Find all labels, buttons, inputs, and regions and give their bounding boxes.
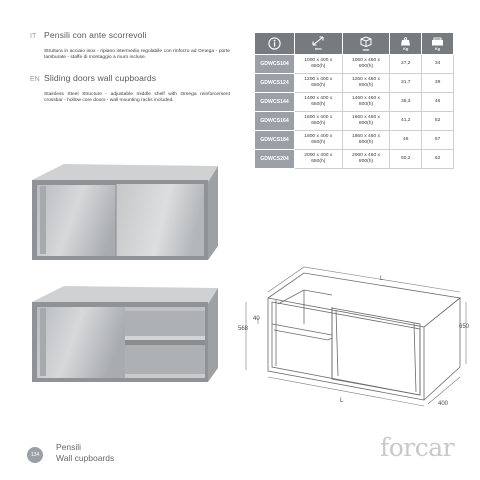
- header-package-unit: mm: [362, 47, 370, 52]
- page-number-badge: [27, 447, 43, 463]
- header-gross-weight: [422, 33, 454, 55]
- footer-line-it: Pensili: [56, 442, 82, 452]
- net-weight-cell: 36,3: [390, 93, 422, 112]
- code-cell: GDWCS164: [255, 112, 295, 131]
- gross-weight-icon: [431, 37, 444, 46]
- code-cell: GDWCS104: [255, 55, 295, 74]
- product-photo-open: [30, 282, 220, 392]
- table-row: [255, 55, 454, 74]
- table-row: [255, 93, 454, 112]
- language-code-it: IT: [30, 33, 37, 40]
- gross-weight-cell: 39: [422, 74, 454, 93]
- gross-weight-cell: 62: [422, 150, 454, 169]
- net-weight-icon: [400, 37, 411, 46]
- package-cell: 1260 x 460 x 800(h): [342, 74, 390, 93]
- gross-weight-cell: 34: [422, 55, 454, 74]
- net-weight-cell: 41,2: [390, 112, 422, 131]
- dimensions-cell: 1600 x 400 x 650(h): [294, 112, 342, 131]
- info-icon: [268, 37, 281, 50]
- technical-drawing: [238, 252, 470, 420]
- code-cell: GDWCS204: [255, 150, 295, 169]
- dimensions-cell: 1000 x 400 x 650(h): [294, 55, 342, 74]
- italian-section: [30, 30, 230, 62]
- dimensions-icon: [312, 36, 324, 46]
- page-number: 134: [30, 452, 40, 458]
- header-info: [255, 33, 295, 55]
- package-cell: 1860 x 460 x 800(h): [342, 131, 390, 150]
- product-title-it: Pensili con ante scorrevoli: [44, 30, 147, 40]
- dimensions-cell: 2000 x 400 x 650(h): [294, 150, 342, 169]
- header-net-weight: [390, 33, 422, 55]
- header-gross-weight-unit: Kg: [435, 46, 441, 51]
- specifications-table: [254, 32, 454, 169]
- dimension-shelf-gap: 40: [253, 316, 260, 322]
- header-dimensions: [294, 33, 342, 55]
- package-cell: 1460 x 460 x 800(h): [342, 93, 390, 112]
- dimensions-cell: 1400 x 400 x 650(h): [294, 93, 342, 112]
- package-icon: [360, 36, 372, 47]
- product-description-it: Struttura in acciaio inox - ripiano intermedio regolabile con rinforzo ad Omega - porte tamburate - staffe di montaggio a muro incluse.: [44, 49, 230, 61]
- package-cell: 1660 x 460 x 800(h): [342, 112, 390, 131]
- table-row: [255, 74, 454, 93]
- gross-weight-cell: 57: [422, 131, 454, 150]
- dimension-length-top: L: [380, 276, 384, 282]
- header-dimensions-unit: mm: [314, 47, 322, 51]
- table-row: [255, 150, 454, 169]
- gross-weight-cell: 46: [422, 93, 454, 112]
- dimensions-cell: 1200 x 400 x 650(h): [294, 74, 342, 93]
- package-cell: 2060 x 460 x 800(h): [342, 150, 390, 169]
- product-photo-closed: [30, 160, 220, 270]
- net-weight-cell: 46: [390, 131, 422, 150]
- footer-line-en: Wall cupboards: [56, 453, 115, 463]
- gross-weight-cell: 52: [422, 112, 454, 131]
- product-title-en: Sliding doors wall cupboards: [44, 73, 157, 83]
- dimension-height: 650: [459, 324, 470, 330]
- net-weight-cell: 27,2: [390, 55, 422, 74]
- table-row: [255, 131, 454, 150]
- net-weight-cell: 31,7: [390, 74, 422, 93]
- language-code-en: EN: [30, 76, 40, 83]
- english-section: [30, 73, 230, 105]
- dimension-length-bottom: L: [340, 398, 344, 404]
- product-description-en: Stainless Steel Structure - adjustable middle shelf with Omega reinforcement crossbar - hollow core doors - wall mounting racks included.: [44, 92, 230, 104]
- footer-category: [56, 442, 114, 464]
- brand-logo: forcar: [380, 433, 455, 462]
- header-package: [342, 33, 390, 55]
- table-row: [255, 112, 454, 131]
- table-header-row: [255, 33, 454, 55]
- net-weight-cell: 50,2: [390, 150, 422, 169]
- header-net-weight-unit: Kg: [403, 46, 409, 51]
- code-cell: GDWCS144: [255, 93, 295, 112]
- dimensions-cell: 1800 x 400 x 650(h): [294, 131, 342, 150]
- dimension-depth: 400: [438, 401, 449, 407]
- package-cell: 1060 x 460 x 800(h): [342, 55, 390, 74]
- dimension-shelf-height: 568: [238, 326, 249, 332]
- code-cell: GDWCS124: [255, 74, 295, 93]
- code-cell: GDWCS184: [255, 131, 295, 150]
